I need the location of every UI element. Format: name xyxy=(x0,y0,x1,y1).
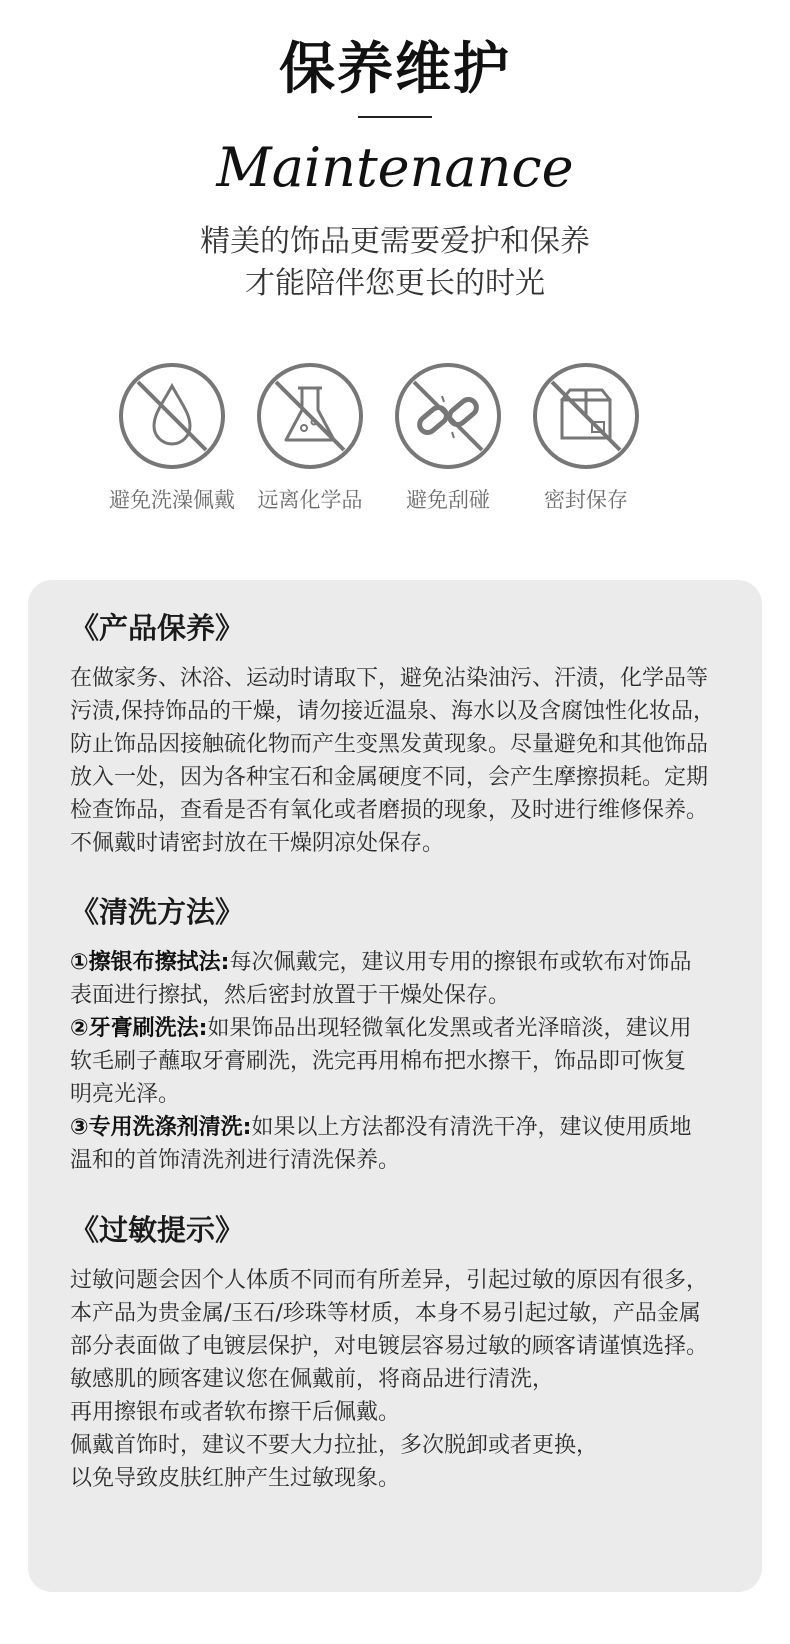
broken-chain-icon xyxy=(392,360,504,472)
text-line: 防止饰品因接触硫化物而产生变黑发黄现象。尽量避免和其他饰品 xyxy=(70,732,709,757)
allergy-paragraph xyxy=(70,1264,780,1495)
text-line: 污渍,保持饰品的干燥，请勿接近温泉、海水以及含腐蚀性化妆品， xyxy=(70,699,715,724)
title-divider xyxy=(358,116,432,118)
box-icon xyxy=(530,360,642,472)
text-line xyxy=(70,1012,780,1045)
text-line: 再用擦银布或者软布擦干后佩戴。 xyxy=(70,1400,401,1425)
text-line: 在做家务、沐浴、运动时请取下，避免沾染油污、汗渍，化学品等 xyxy=(70,666,709,691)
text-line: 温和的首饰清洗剂进行清洗保养。 xyxy=(70,1148,401,1173)
tagline-line-2: 才能陪伴您更长的时光 xyxy=(245,266,545,301)
icon-item-no-chemicals xyxy=(235,360,385,514)
method-text: 每次佩戴完，建议用专用的擦银布或软布对饰品 xyxy=(229,950,692,975)
text-line xyxy=(70,946,780,979)
text-line: 放入一处，因为各种宝石和金属硬度不同，会产生摩擦损耗。定期 xyxy=(70,765,709,790)
icon-item-no-bathing xyxy=(97,360,247,514)
icon-label: 避免洗澡佩戴 xyxy=(109,488,235,512)
care-paragraph xyxy=(70,662,780,860)
text-line: 不佩戴时请密封放在干燥阴凉处保存。 xyxy=(70,831,445,856)
text-line: 表面进行擦拭，然后密封放置于干燥处保存。 xyxy=(70,983,511,1008)
flask-icon xyxy=(254,360,366,472)
method-heading: ③专用洗涤剂清洗: xyxy=(70,1115,252,1140)
script-subtitle: Maintenance xyxy=(216,136,574,199)
water-drop-icon xyxy=(116,360,228,472)
cleaning-paragraph xyxy=(70,946,780,1177)
text-line xyxy=(70,1111,780,1144)
care-icons-row xyxy=(0,360,790,520)
text-line: 佩戴首饰时，建议不要大力拉扯，多次脱卸或者更换， xyxy=(70,1433,599,1458)
method-heading: ②牙膏刷洗法: xyxy=(70,1016,208,1041)
section-title-cleaning: 《清洗方法》 xyxy=(70,895,245,929)
text-line: 明亮光泽。 xyxy=(70,1082,181,1107)
text-line: 过敏问题会因个人体质不同而有所差异，引起过敏的原因有很多， xyxy=(70,1268,709,1293)
icon-label: 避免刮碰 xyxy=(406,488,490,512)
icon-label: 远离化学品 xyxy=(257,488,363,512)
tagline-line-1: 精美的饰品更需要爱护和保养 xyxy=(200,224,590,259)
text-line: 敏感肌的顾客建议您在佩戴前，将商品进行清洗， xyxy=(70,1367,555,1392)
method-text: 如果饰品出现轻微氧化发黑或者光泽暗淡，建议用 xyxy=(207,1016,692,1041)
section-title-allergy: 《过敏提示》 xyxy=(70,1213,245,1247)
method-heading: ①擦银布擦拭法: xyxy=(70,950,230,975)
icon-item-no-scratch xyxy=(373,360,523,514)
text-line: 软毛刷子蘸取牙膏刷洗，洗完再用棉布把水擦干，饰品即可恢复 xyxy=(70,1049,687,1074)
page-title: 保养维护 xyxy=(279,37,511,102)
info-panel xyxy=(28,580,762,1592)
text-line: 部分表面做了电镀层保护，对电镀层容易过敏的顾客请谨慎选择。 xyxy=(70,1334,709,1359)
text-line: 以免导致皮肤红肿产生过敏现象。 xyxy=(70,1466,401,1491)
text-line: 本产品为贵金属/玉石/珍珠等材质，本身不易引起过敏，产品金属 xyxy=(70,1301,701,1326)
text-line: 检查饰品，查看是否有氧化或者磨损的现象，及时进行维修保养。 xyxy=(70,798,709,823)
icon-item-sealed-storage xyxy=(511,360,661,514)
icon-label: 密封保存 xyxy=(544,488,628,512)
method-text: 如果以上方法都没有清洗干净，建议使用质地 xyxy=(251,1115,692,1140)
section-title-care: 《产品保养》 xyxy=(70,611,245,645)
